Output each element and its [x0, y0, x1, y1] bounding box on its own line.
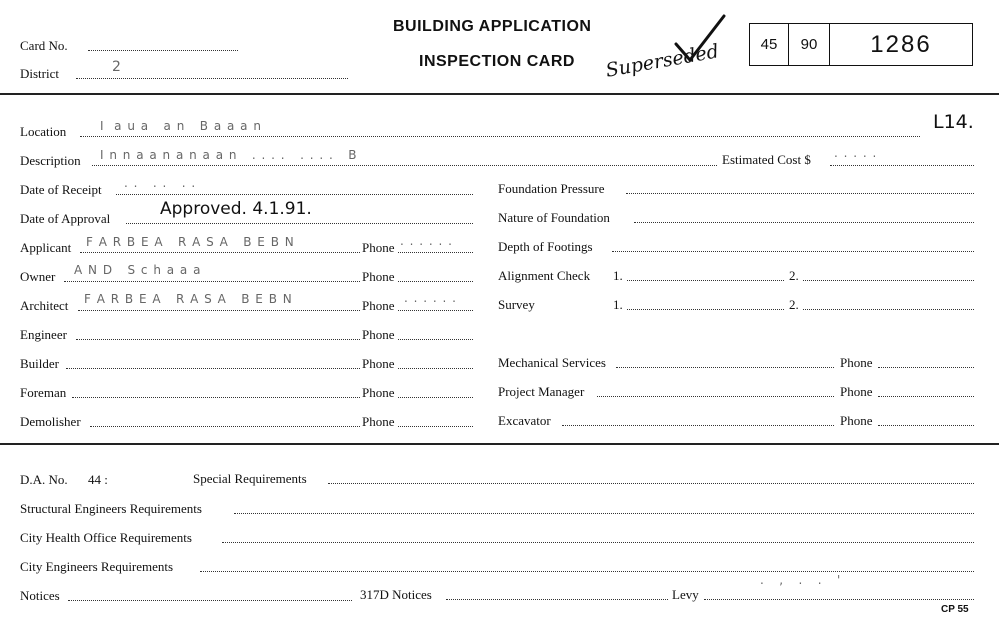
- foreman-phone-label: Phone: [362, 385, 395, 400]
- card-number-box: 1286: [829, 23, 973, 66]
- city-engineers-label: City Engineers Requirements: [20, 559, 174, 574]
- builder-phone-label: Phone: [362, 356, 395, 371]
- date-of-receipt-line: [116, 194, 473, 195]
- demolisher-line: [90, 426, 360, 427]
- structural-engineers-label: Structural Engineers Requirements: [20, 501, 202, 516]
- date-of-receipt-label: Date of Receipt: [20, 182, 102, 197]
- architect-label: Architect: [20, 298, 69, 313]
- alignment-check-label: Alignment Check: [498, 268, 591, 283]
- foreman-label: Foreman: [20, 385, 67, 400]
- engineer-phone-line: [398, 339, 473, 340]
- builder-phone-line: [398, 368, 473, 369]
- survey-1-line: [627, 309, 784, 310]
- applicant-value: F A R B E A R A S A B E B N: [86, 235, 295, 249]
- architect-phone-label: Phone: [362, 298, 395, 313]
- engineer-phone-label: Phone: [362, 327, 395, 342]
- description-value: I n n a a n a n a a n . . . . . . . . B: [100, 148, 358, 162]
- demolisher-phone-line: [398, 426, 473, 427]
- district-value: 2: [112, 59, 122, 75]
- special-requirements-line: [328, 483, 974, 484]
- city-engineers-line: [200, 571, 974, 572]
- owner-label: Owner: [20, 269, 56, 284]
- survey-label: Survey: [498, 297, 535, 312]
- foreman-phone-line: [398, 397, 473, 398]
- survey-2-line: [803, 309, 974, 310]
- nature-of-foundation-line: [634, 222, 974, 223]
- special-requirements-label: Special Requirements: [193, 471, 307, 486]
- project-manager-label: Project Manager: [498, 384, 585, 399]
- architect-phone-line: [398, 310, 473, 311]
- mechanical-services-phone-label: Phone: [840, 355, 873, 370]
- da-no-value: 44 :: [88, 472, 108, 487]
- owner-phone-line: [398, 281, 473, 282]
- applicant-phone-label: Phone: [362, 240, 395, 255]
- location-value: I a u a a n B a a a n: [100, 119, 262, 133]
- superseded-note: Superseded: [604, 40, 721, 82]
- owner-phone-label: Phone: [362, 269, 395, 284]
- city-health-line: [222, 542, 974, 543]
- alignment-check-2-label: 2.: [789, 268, 799, 283]
- card-no-line: [88, 50, 238, 51]
- applicant-line: [80, 252, 360, 253]
- demolisher-phone-label: Phone: [362, 414, 395, 429]
- card-no-label: Card No.: [20, 38, 68, 53]
- excavator-line: [562, 425, 834, 426]
- project-manager-phone-label: Phone: [840, 384, 873, 399]
- owner-value: A N D S c h a a a: [74, 263, 202, 277]
- survey-2-label: 2.: [789, 297, 799, 312]
- code-box-1: 45: [749, 23, 789, 66]
- location-line: [80, 136, 920, 137]
- da-no-label: D.A. No.: [20, 472, 68, 487]
- mechanical-services-phone-line: [878, 367, 974, 368]
- code-box-2: 90: [788, 23, 830, 66]
- date-of-receipt-value: . . . . . .: [124, 176, 197, 190]
- structural-engineers-line: [234, 513, 974, 514]
- district-label: District: [20, 66, 59, 81]
- date-of-approval-label: Date of Approval: [20, 211, 111, 226]
- approval-value: Approved. 4.1.91.: [160, 199, 312, 219]
- nature-of-foundation-label: Nature of Foundation: [498, 210, 610, 225]
- applicant-phone-value: . . . . . .: [400, 234, 453, 248]
- city-health-label: City Health Office Requirements: [20, 530, 192, 545]
- header-divider: [0, 93, 999, 95]
- engineer-label: Engineer: [20, 327, 67, 342]
- survey-1-label: 1.: [613, 297, 623, 312]
- corner-note: L14.: [933, 111, 974, 133]
- section-divider: [0, 443, 999, 445]
- excavator-label: Excavator: [498, 413, 551, 428]
- form-title-line2: INSPECTION CARD: [419, 53, 575, 70]
- description-label: Description: [20, 153, 81, 168]
- notices-317d-line: [446, 599, 668, 600]
- applicant-label: Applicant: [20, 240, 72, 255]
- description-line: [92, 165, 717, 166]
- levy-line: [704, 599, 974, 600]
- levy-label: Levy: [672, 587, 699, 602]
- architect-value: F A R B E A R A S A B E B N: [84, 292, 293, 306]
- location-label: Location: [20, 124, 67, 139]
- date-of-approval-line: [126, 223, 473, 224]
- estimated-cost-label: Estimated Cost $: [722, 152, 811, 167]
- district-line: [76, 78, 348, 79]
- notices-317d-label: 317D Notices: [360, 587, 432, 602]
- excavator-phone-line: [878, 425, 974, 426]
- builder-line: [66, 368, 360, 369]
- foundation-pressure-label: Foundation Pressure: [498, 181, 605, 196]
- mechanical-services-label: Mechanical Services: [498, 355, 606, 370]
- architect-line: [78, 310, 360, 311]
- applicant-phone-line: [398, 252, 473, 253]
- builder-label: Builder: [20, 356, 59, 371]
- demolisher-label: Demolisher: [20, 414, 81, 429]
- foundation-pressure-line: [626, 193, 974, 194]
- depth-of-footings-label: Depth of Footings: [498, 239, 593, 254]
- notices-line: [68, 600, 352, 601]
- depth-of-footings-line: [612, 251, 974, 252]
- form-title-line1: BUILDING APPLICATION: [393, 18, 592, 35]
- form-code: CP 55: [941, 604, 969, 615]
- mechanical-services-line: [616, 367, 834, 368]
- architect-phone-value: . . . . . .: [404, 291, 457, 305]
- alignment-check-1-label: 1.: [613, 268, 623, 283]
- project-manager-line: [597, 396, 834, 397]
- estimated-cost-value: . . . . .: [834, 146, 878, 160]
- alignment-check-2-line: [803, 280, 974, 281]
- engineer-line: [76, 339, 360, 340]
- owner-line: [64, 281, 360, 282]
- notices-label: Notices: [20, 588, 60, 603]
- foreman-line: [72, 397, 360, 398]
- alignment-check-1-line: [627, 280, 784, 281]
- estimated-cost-line: [830, 165, 974, 166]
- project-manager-phone-line: [878, 396, 974, 397]
- levy-value: . , . . ': [760, 573, 842, 587]
- excavator-phone-label: Phone: [840, 413, 873, 428]
